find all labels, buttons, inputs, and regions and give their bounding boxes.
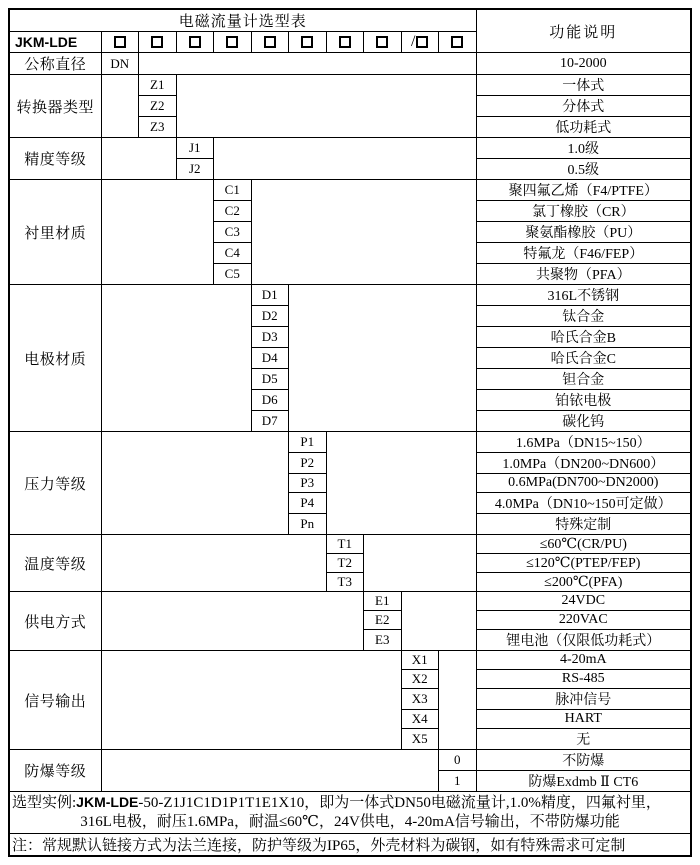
code-cell-e-E2: E2	[364, 611, 402, 630]
description-cell-c-C1: 聚四氟乙烯（F4/PTFE）	[476, 180, 691, 201]
option-row-dn-DN	[9, 53, 691, 75]
model-checkbox-cell-j	[176, 32, 214, 53]
slash-separator: /	[411, 33, 416, 50]
code-cell-x-X3: X3	[401, 689, 439, 710]
description-cell-x-X1: 4-20mA	[476, 651, 691, 670]
description-cell-z-Z3: 低功耗式	[476, 117, 691, 138]
blank-cell	[326, 432, 476, 535]
description-cell-x-X2: RS-485	[476, 670, 691, 689]
checkbox-icon	[264, 36, 276, 48]
category-label-j: 精度等级	[9, 138, 101, 180]
code-cell-z-Z2: Z2	[139, 96, 177, 117]
description-cell-z-Z2: 分体式	[476, 96, 691, 117]
code-cell-p-P2: P2	[289, 453, 327, 474]
model-checkbox-cell-d	[251, 32, 289, 53]
table-header-section	[9, 9, 691, 53]
description-cell-d-D2: 钛合金	[476, 306, 691, 327]
table-body-section	[9, 53, 691, 792]
example-description: -50-Z1J1C1D1P1T1E1X10，即为一体式DN50电磁流量计,1.0%精度，四氟衬里，	[138, 795, 661, 811]
blank-cell	[101, 432, 289, 535]
example-line-1	[12, 793, 688, 813]
code-cell-d-D6: D6	[251, 390, 289, 411]
code-cell-z-Z3: Z3	[139, 117, 177, 138]
option-row-e-E1	[9, 592, 691, 611]
description-cell-d-D1: 316L不锈钢	[476, 285, 691, 306]
model-checkbox-cell-t	[326, 32, 364, 53]
description-cell-d-D3: 哈氏合金B	[476, 327, 691, 348]
blank-cell	[101, 535, 326, 592]
description-cell-e-E1: 24VDC	[476, 592, 691, 611]
option-row-fangbao-0	[9, 750, 691, 771]
code-cell-e-E3: E3	[364, 630, 402, 651]
code-cell-z-Z1: Z1	[139, 75, 177, 96]
code-cell-x-X5: X5	[401, 729, 439, 750]
example-model-code: JKM-LDE	[76, 794, 139, 810]
code-cell-x-X4: X4	[401, 710, 439, 729]
code-cell-p-P1: P1	[289, 432, 327, 453]
description-cell-d-D4: 哈氏合金C	[476, 348, 691, 369]
description-cell-fangbao-1: 防爆Exdmb Ⅱ CT6	[476, 771, 691, 792]
option-row-p-P1	[9, 432, 691, 453]
description-cell-p-P2: 1.0MPa（DN200~DN600）	[476, 453, 691, 474]
code-cell-x-X1: X1	[401, 651, 439, 670]
code-cell-t-T1: T1	[326, 535, 364, 554]
function-column-header: 功能说明	[476, 9, 691, 53]
code-cell-c-C4: C4	[214, 243, 252, 264]
checkbox-icon	[226, 36, 238, 48]
selection-table	[8, 8, 692, 857]
code-cell-d-D1: D1	[251, 285, 289, 306]
code-cell-fangbao-1: 1	[439, 771, 477, 792]
description-cell-dn-DN: 10-2000	[476, 53, 691, 75]
code-cell-x-X2: X2	[401, 670, 439, 689]
code-cell-d-D2: D2	[251, 306, 289, 327]
blank-cell	[439, 651, 477, 750]
example-prefix: 选型实例:	[12, 795, 77, 811]
checkbox-icon	[339, 36, 351, 48]
code-cell-d-D7: D7	[251, 411, 289, 432]
category-label-p: 压力等级	[9, 432, 101, 535]
description-cell-c-C4: 特氟龙（F46/FEP）	[476, 243, 691, 264]
table-footer-section	[9, 792, 691, 857]
option-row-x-X1	[9, 651, 691, 670]
checkbox-icon	[416, 36, 428, 48]
description-cell-d-D5: 钽合金	[476, 369, 691, 390]
description-cell-j-J2: 0.5级	[476, 159, 691, 180]
checkbox-icon	[151, 36, 163, 48]
blank-cell	[101, 138, 176, 180]
code-cell-dn-DN: DN	[101, 53, 139, 75]
description-cell-c-C5: 共聚物（PFA）	[476, 264, 691, 285]
checkbox-icon	[114, 36, 126, 48]
code-cell-c-C1: C1	[214, 180, 252, 201]
blank-cell	[214, 138, 477, 180]
category-label-t: 温度等级	[9, 535, 101, 592]
option-row-t-T1	[9, 535, 691, 554]
code-cell-t-T2: T2	[326, 554, 364, 573]
code-cell-d-D4: D4	[251, 348, 289, 369]
checkbox-icon	[301, 36, 313, 48]
blank-cell	[101, 651, 401, 750]
model-prefix: JKM-LDE	[9, 32, 101, 53]
category-label-fangbao: 防爆等级	[9, 750, 101, 792]
category-label-z: 转换器类型	[9, 75, 101, 138]
category-label-x: 信号输出	[9, 651, 101, 750]
description-cell-p-Pn: 特殊定制	[476, 514, 691, 535]
option-row-j-J1	[9, 138, 691, 159]
code-cell-j-J1: J1	[176, 138, 214, 159]
description-cell-d-D6: 铂铱电极	[476, 390, 691, 411]
description-cell-x-X5: 无	[476, 729, 691, 750]
table-title: 电磁流量计选型表	[9, 9, 476, 32]
example-line-2: 316L电极，耐压1.6MPa，耐温≤60℃，24V供电，4-20mA信号输出，不带防爆功能	[80, 814, 620, 830]
code-cell-j-J2: J2	[176, 159, 214, 180]
code-cell-p-Pn: Pn	[289, 514, 327, 535]
code-cell-c-C3: C3	[214, 222, 252, 243]
checkbox-icon	[451, 36, 463, 48]
blank-cell	[364, 535, 477, 592]
description-cell-fangbao-0: 不防爆	[476, 750, 691, 771]
description-cell-t-T3: ≤200℃(PFA)	[476, 573, 691, 592]
description-cell-z-Z1: 一体式	[476, 75, 691, 96]
blank-cell	[101, 592, 364, 651]
description-cell-t-T2: ≤120℃(PTEP/FEP)	[476, 554, 691, 573]
model-checkbox-cell-dn	[101, 32, 139, 53]
code-cell-e-E1: E1	[364, 592, 402, 611]
blank-cell	[101, 180, 214, 285]
checkbox-icon	[189, 36, 201, 48]
option-row-d-D1	[9, 285, 691, 306]
code-cell-t-T3: T3	[326, 573, 364, 592]
option-row-z-Z1	[9, 75, 691, 96]
description-cell-c-C2: 氯丁橡胶（CR）	[476, 201, 691, 222]
description-cell-e-E3: 锂电池（仅限低功耗式）	[476, 630, 691, 651]
model-checkbox-cell-e	[364, 32, 402, 53]
description-cell-x-X3: 脉冲信号	[476, 689, 691, 710]
blank-cell	[401, 592, 476, 651]
model-checkbox-cell-x	[401, 32, 439, 53]
model-checkbox-cell-fangbao	[439, 32, 477, 53]
blank-cell	[289, 285, 477, 432]
note-text: 注：常规默认链接方式为法兰连接，防护等级为IP65，外壳材料为碳钢，如有特殊需求可定制	[9, 834, 691, 857]
model-checkbox-cell-c	[214, 32, 252, 53]
checkbox-icon	[376, 36, 388, 48]
selection-example-cell	[9, 792, 691, 834]
blank-cell	[101, 750, 439, 792]
code-cell-fangbao-0: 0	[439, 750, 477, 771]
model-checkbox-cell-p	[289, 32, 327, 53]
model-checkbox-cell-z	[139, 32, 177, 53]
blank-cell	[139, 53, 477, 75]
example-row	[9, 792, 691, 834]
code-cell-d-D5: D5	[251, 369, 289, 390]
description-cell-p-P3: 0.6MPa(DN700~DN2000)	[476, 474, 691, 493]
code-cell-d-D3: D3	[251, 327, 289, 348]
description-cell-p-P1: 1.6MPa（DN15~150）	[476, 432, 691, 453]
title-row	[9, 9, 691, 32]
description-cell-j-J1: 1.0级	[476, 138, 691, 159]
blank-cell	[101, 285, 251, 432]
category-label-d: 电极材质	[9, 285, 101, 432]
code-cell-p-P4: P4	[289, 493, 327, 514]
code-cell-c-C2: C2	[214, 201, 252, 222]
description-cell-t-T1: ≤60℃(CR/PU)	[476, 535, 691, 554]
option-row-c-C1	[9, 180, 691, 201]
category-label-dn: 公称直径	[9, 53, 101, 75]
description-cell-p-P4: 4.0MPa（DN10~150可定做）	[476, 493, 691, 514]
description-cell-d-D7: 碳化钨	[476, 411, 691, 432]
note-row	[9, 834, 691, 857]
blank-cell	[101, 75, 139, 138]
description-cell-x-X4: HART	[476, 710, 691, 729]
description-cell-c-C3: 聚氨酯橡胶（PU）	[476, 222, 691, 243]
category-label-c: 衬里材质	[9, 180, 101, 285]
blank-cell	[176, 75, 476, 138]
code-cell-c-C5: C5	[214, 264, 252, 285]
blank-cell	[251, 180, 476, 285]
category-label-e: 供电方式	[9, 592, 101, 651]
description-cell-e-E2: 220VAC	[476, 611, 691, 630]
code-cell-p-P3: P3	[289, 474, 327, 493]
